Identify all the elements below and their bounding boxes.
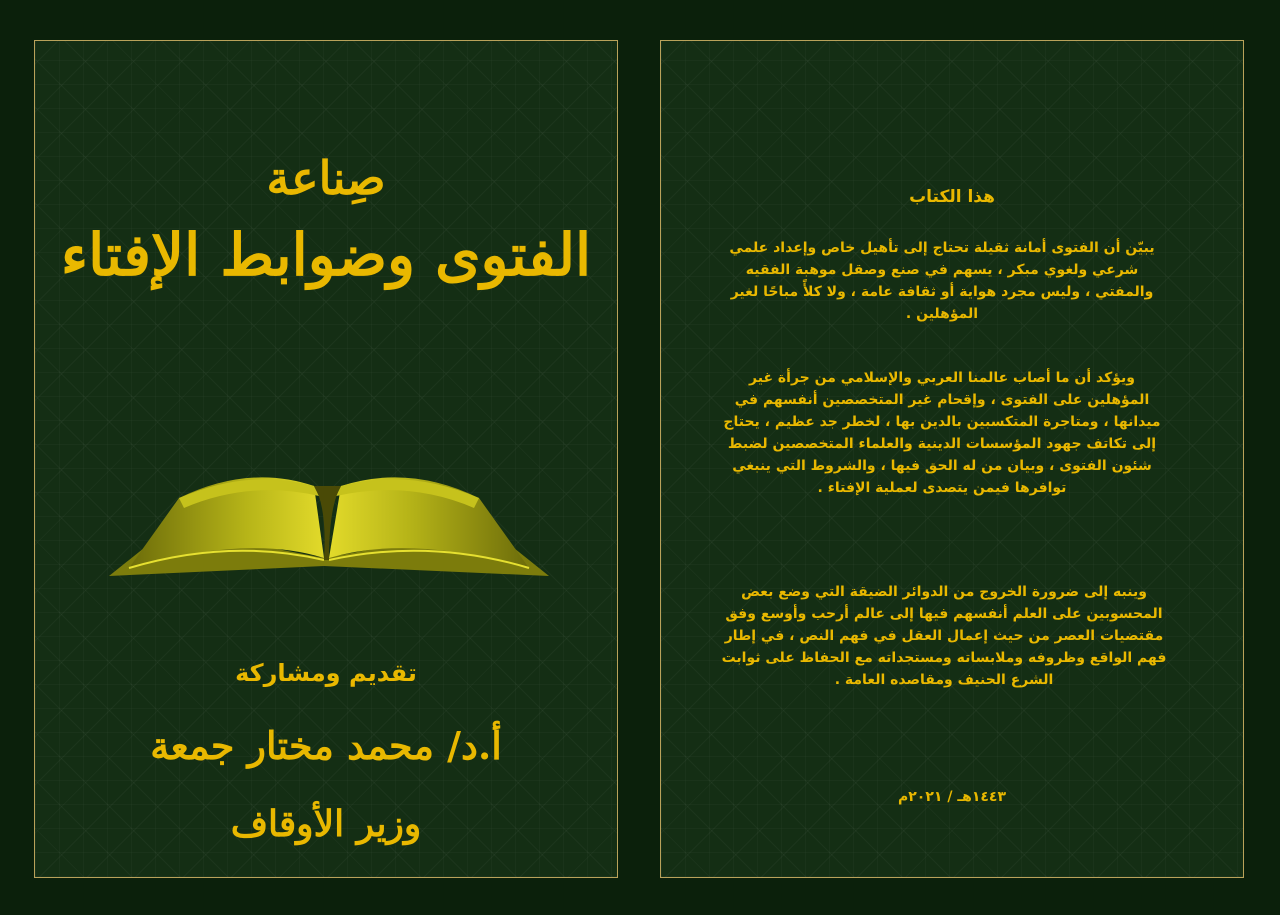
author-position: وزير الأوقاف xyxy=(230,803,422,845)
back-paragraph-1: يبيّن أن الفتوى أمانة ثقيلة تحتاج إلى تأهيل خاص وإعداد علمي شرعي ولغوي مبكر ، يسهم في صنع وصقل موهبة الفقيه والمفتي ، وليس مجرد هواية أو ثقافة عامة ، ولا كلأً مباحًا لغير المؤهلين . xyxy=(729,240,1155,322)
back-heading: هذا الكتاب xyxy=(909,187,995,207)
author-name: أ.د/ محمد مختار جمعة xyxy=(150,723,502,768)
title-line2: الفتوى وضوابط الإفتاء xyxy=(60,221,592,289)
back-paragraph-2: ويؤكد أن ما أصاب عالمنا العربي والإسلامي من جرأة غير المؤهلين على الفتوى ، وإقحام غير المتخصصين أنفسهم في ميدانها ، ومتاجرة المتكسبين بالدين بها ، لخطر جد عظيم ، يحتاج إلى تكاتف جهود المؤسسات الدينية والعلماء المتخصصين لضبط شئون الفتوى ، وبيان من له الحق فيها ، والشروط التي ينبغي توافرها فيمن يتصدى لعملية الإفتاء . xyxy=(723,370,1161,496)
publication-date: ١٤٤٣هـ / ٢٠٢١م xyxy=(898,789,1006,805)
front-cover xyxy=(34,40,618,878)
title-line1: صِناعة xyxy=(266,151,386,205)
intro-label: تقديم ومشاركة xyxy=(235,659,417,687)
open-book-icon xyxy=(109,426,549,586)
back-paragraph-3: وينبه إلى ضرورة الخروج من الدوائر الضيقة التي وضع بعض المحسوبين على العلم أنفسهم فيها إلى عالم أرحب وأوسع وفق مقتضيات العصر من حيث إعمال العقل في فهم النص ، في إطار فهم الواقع وظروفه وملابساته ومستجداته مع الحفاظ على ثوابت الشرع الحنيف ومقاصده العامة . xyxy=(721,584,1167,688)
back-cover xyxy=(660,40,1244,878)
